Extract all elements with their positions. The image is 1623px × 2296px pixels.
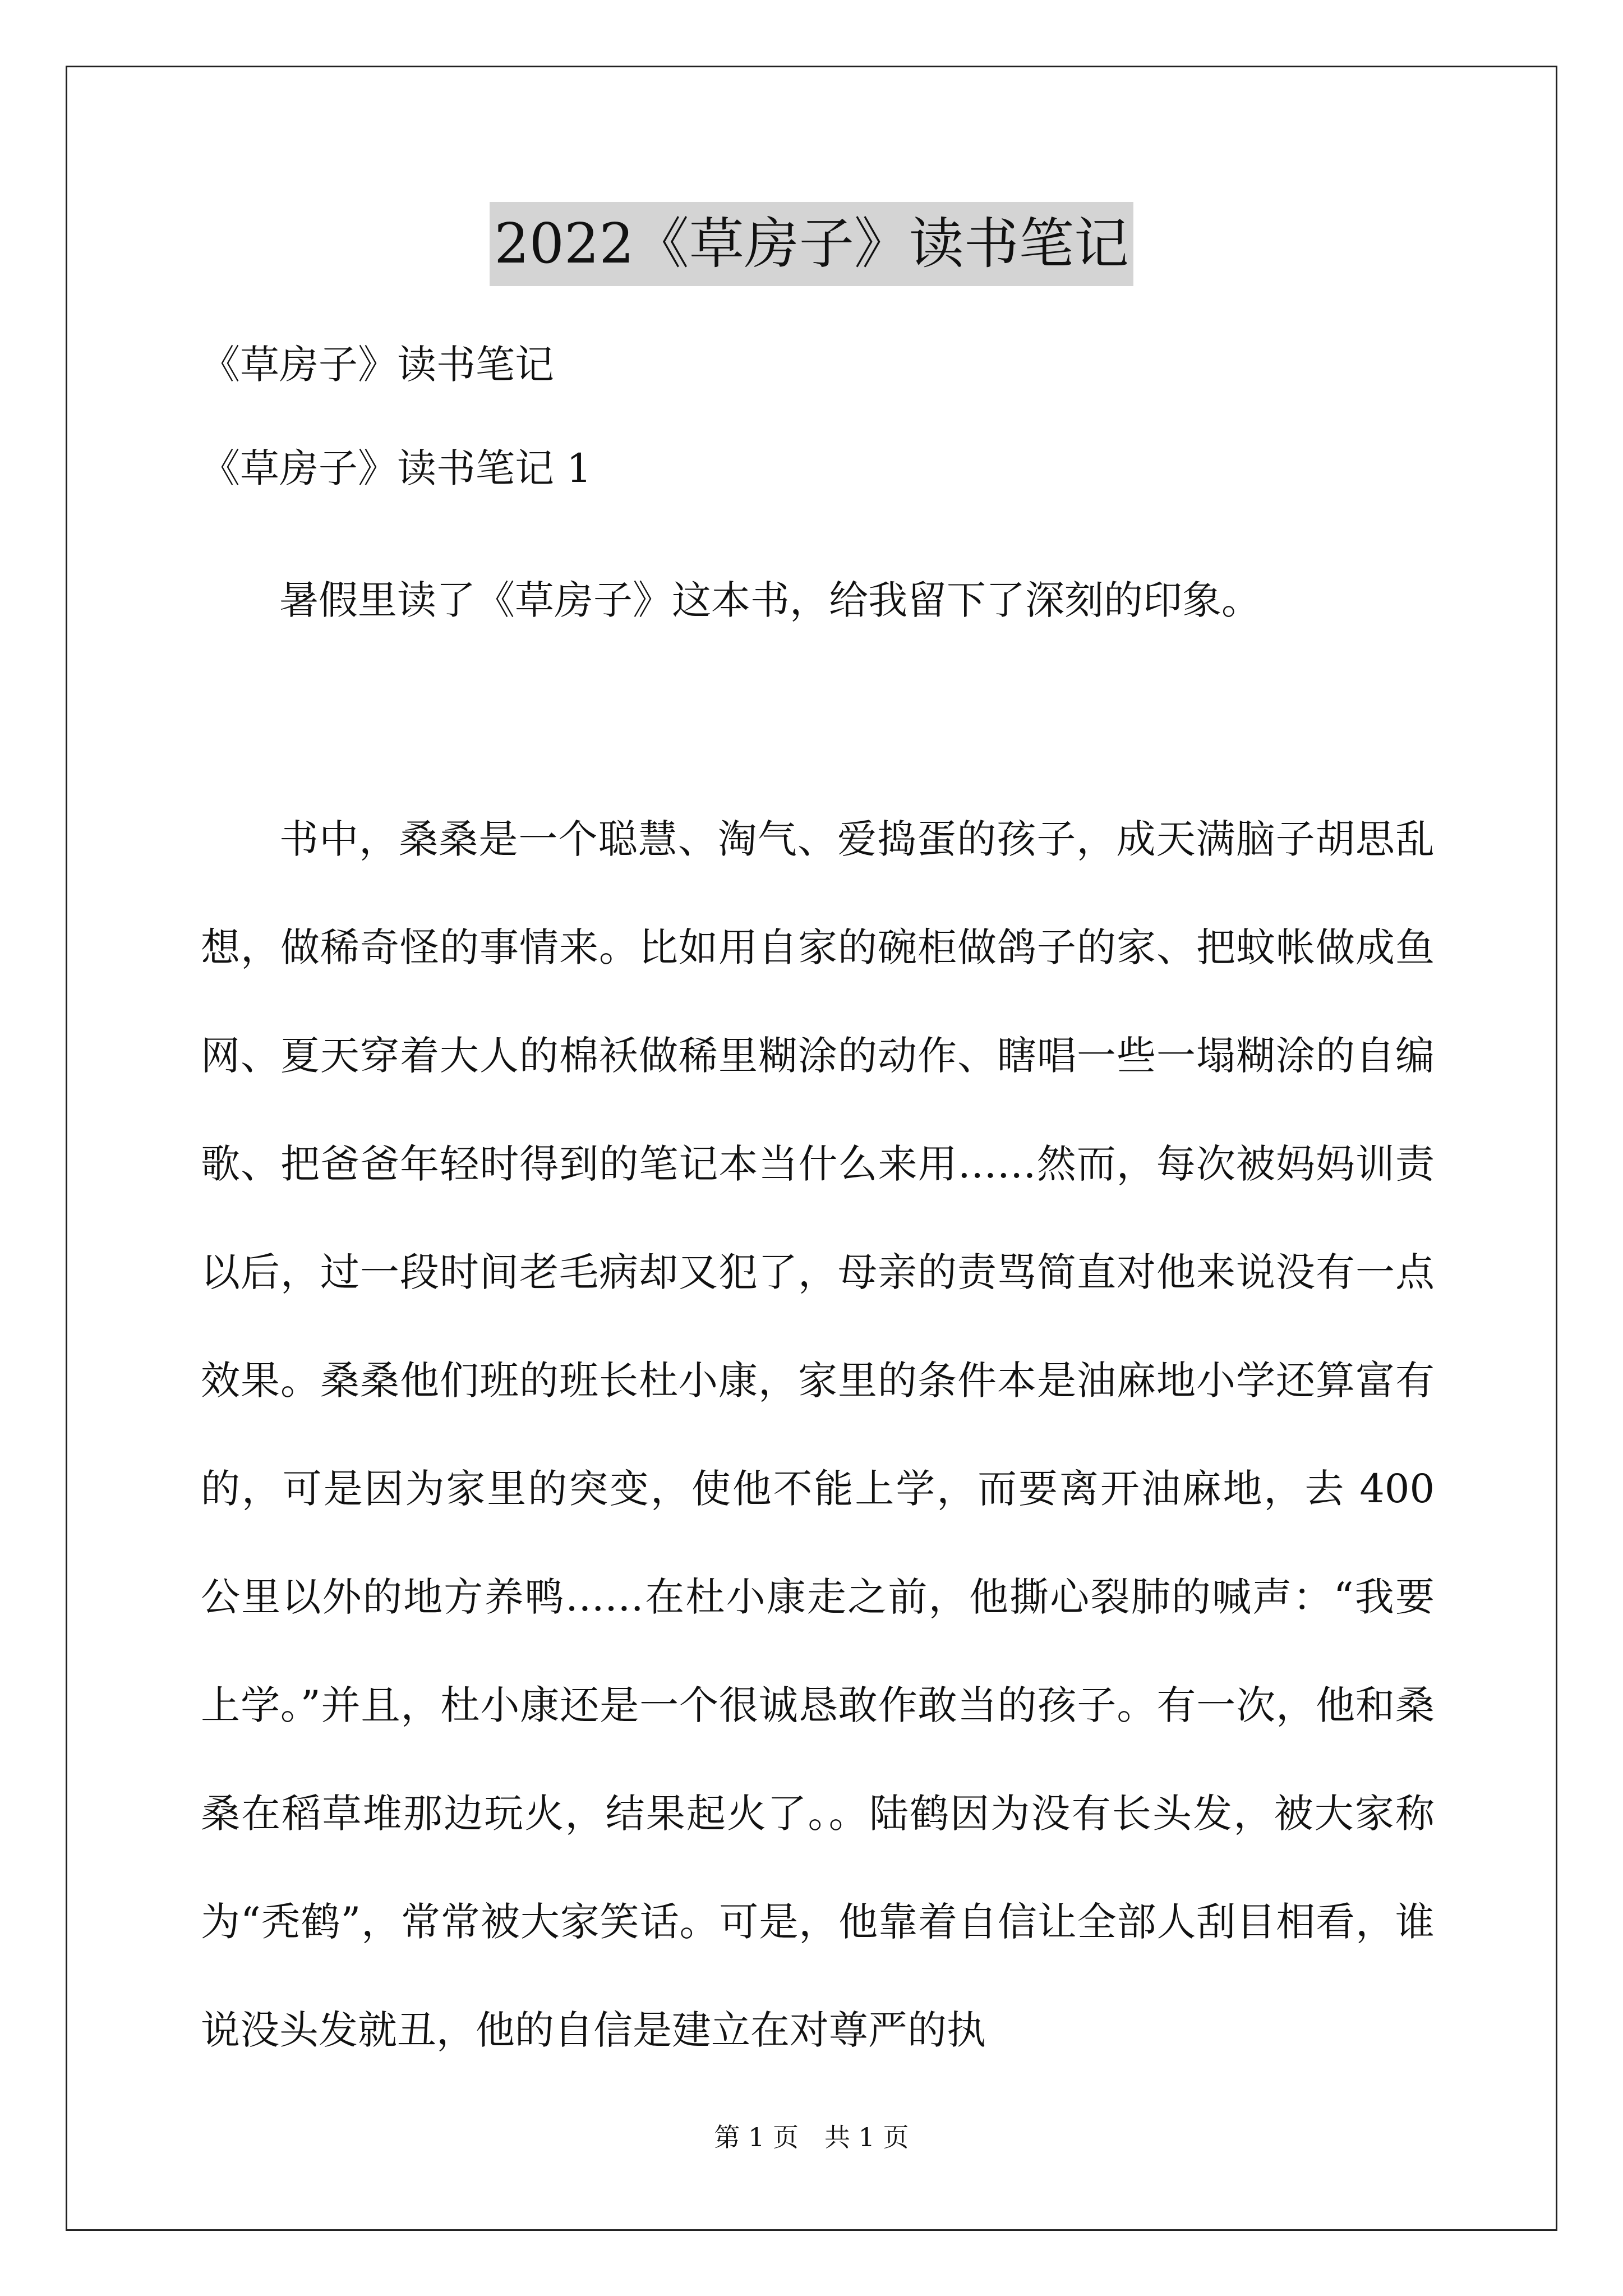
heading-main: 《草房子》读书笔记 [201, 342, 554, 388]
body-paragraph: 书中，桑桑是一个聪慧、淘气、爱捣蛋的孩子，成天满脑子胡思乱想，做稀奇怪的事情来。比如用自家的碗柜做鸽子的家、把蚊帐做成鱼网、夏天穿着大人的棉袄做稀里糊涂的动作、瞎唱一些一塌糊涂的自编歌、把爸爸年轻时得到的笔记本当什么来用……然而，每次被妈妈训责以后，过一段时间老毛病却又犯了，母亲的责骂简直对他来说没有一点效果。桑桑他们班的班长杜小康，家里的条件本是油麻地小学还算富有的，可是因为家里的突变，使他不能上学，而要离开油麻地，去 400 公里以外的地方养鸭……在杜小康走之前，他撕心裂肺的喊声：“我要上学。”并且，杜小康还是一个很诚恳敢作敢当的孩子。有一次，他和桑桑在稻草堆那边玩火，结果起火了。。陆鹤因为没有长头发，被大家称为“秃鹤”，常常被大家笑话。可是，他靠着自信让全部人刮目相看，谁说没头发就丑，他的自信是建立在对尊严的执 [201, 816, 1435, 2053]
page-number: 第 1 页 共 1 页 [714, 2122, 909, 2152]
intro-paragraph: 暑假里读了《草房子》这本书，给我留下了深刻的印象。 [279, 577, 1261, 623]
document-title: 2022《草房子》读书笔记 [490, 202, 1133, 286]
heading-sub: 《草房子》读书笔记 1 [201, 445, 592, 491]
document-title-block [0, 202, 1623, 286]
